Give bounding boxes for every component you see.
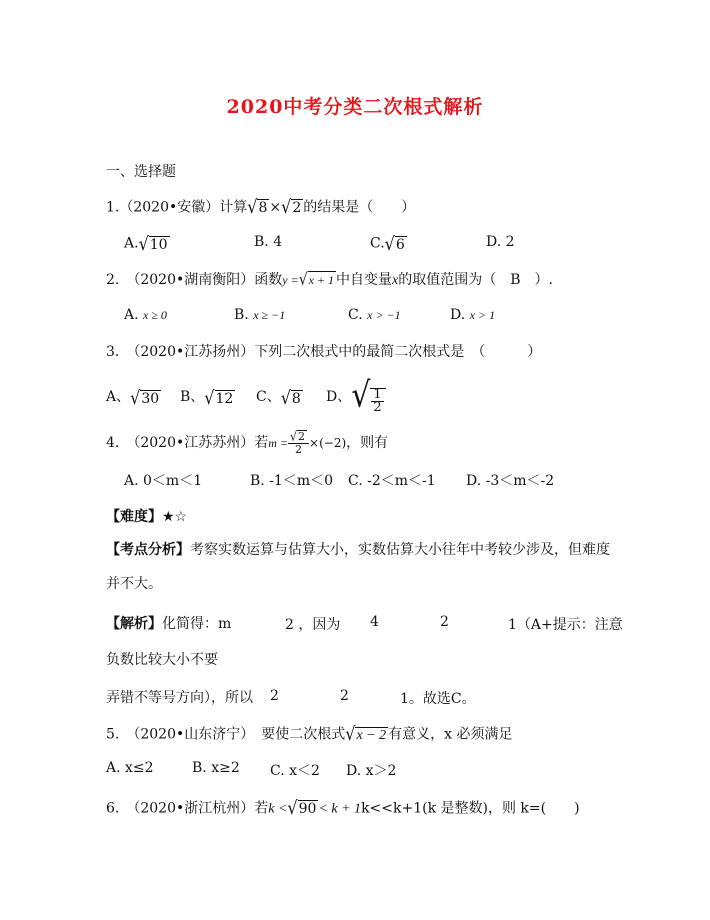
q1-suffix: 的结果是（ ） <box>303 199 416 216</box>
q1-prefix: 1.（2020•安徽）计算 <box>106 199 248 216</box>
question-3: 3. （2020•江苏扬州）下列二次根式中的最简二次根式是 （ ） <box>106 344 542 360</box>
q2-option-a: A. x ≥ 0 <box>124 307 167 323</box>
solution-fragment-3b: 2 <box>270 688 279 704</box>
solution-line-1: 【解析】化简得：m <box>106 616 232 632</box>
page-title: 2020中考分类二次根式解析 <box>226 96 484 118</box>
q1-times: × <box>269 199 282 216</box>
q5-option-b: B. x≥2 <box>192 760 240 776</box>
q5-option-c: C. x＜2 <box>270 763 320 779</box>
q1-option-c: C.√6 <box>370 232 405 255</box>
analysis-line-1: 【考点分析】考察实数运算与估算大小，实数估算大小往年中考较少涉及，但难度 <box>106 542 610 558</box>
question-1 <box>106 197 415 218</box>
q3-option-b: B、√12 <box>180 386 234 408</box>
difficulty-label: 【难度】 <box>106 509 162 525</box>
question-5: 5. （2020•山东济宁） 要使二次根式√x − 2 有意义，x 必须满足 <box>106 722 513 745</box>
q2-option-c: C. x > −1 <box>348 307 401 323</box>
solution-fragment-e: 1（A+提示：注意 <box>508 617 623 633</box>
q1-radical-2: √2 <box>281 195 302 218</box>
q1-radical-1: √8 <box>247 195 268 218</box>
difficulty-stars: ★☆ <box>162 509 188 525</box>
q1-option-d: D. 2 <box>486 234 515 250</box>
analysis-line-2: 并不大。 <box>106 576 162 592</box>
solution-line-3: 弄错不等号方向），所以 <box>106 690 253 706</box>
question-6: 6. （2020•浙江杭州）若k <√90 < k + 1k<<k+1(k 是整数)，则 k=( ) <box>106 796 580 819</box>
q3-option-d: D、√ $\frac{1}{2}$ <box>326 378 386 414</box>
q1-option-b: B. 4 <box>254 234 283 250</box>
q4-option-d: D. -3＜m＜-2 <box>466 473 555 489</box>
section-heading: 一、选择题 <box>106 164 176 180</box>
q4-option-a: A. 0＜m＜1 <box>124 473 203 489</box>
question-2: 2. （2020•湖南衡阳）函数y =√x + 1 中自变量x的取值范围为（ B ）. <box>106 270 554 290</box>
solution-fragment-b: 2 ，因为 <box>285 617 341 633</box>
difficulty-line <box>106 507 187 527</box>
solution-line-2: 负数比较大小不要 <box>106 652 218 668</box>
q3-option-c: C、√8 <box>256 386 301 408</box>
q5-option-a: A. x≤2 <box>106 760 154 776</box>
solution-fragment-c: 4 <box>370 614 379 630</box>
q3-option-a: A、√30 <box>106 386 160 408</box>
q2-option-b: B. x ≥ −1 <box>234 307 286 323</box>
q4-option-b: B. -1＜m＜0 <box>250 473 334 489</box>
q1-option-a: A.√10 <box>124 232 168 255</box>
solution-fragment-3c: 2 <box>340 688 349 704</box>
solution-fragment-d: 2 <box>440 614 449 630</box>
q4-option-c: C. -2＜m＜-1 <box>348 473 436 489</box>
q5-option-d: D. x＞2 <box>346 763 397 779</box>
question-4: 4. （2020•江苏苏州）若m = $\frac{√2}{2}$ ×(−2)，则有 <box>106 428 389 456</box>
solution-fragment-3d: 1。故选C。 <box>400 691 476 707</box>
q2-option-d: D. x > 1 <box>450 307 496 323</box>
